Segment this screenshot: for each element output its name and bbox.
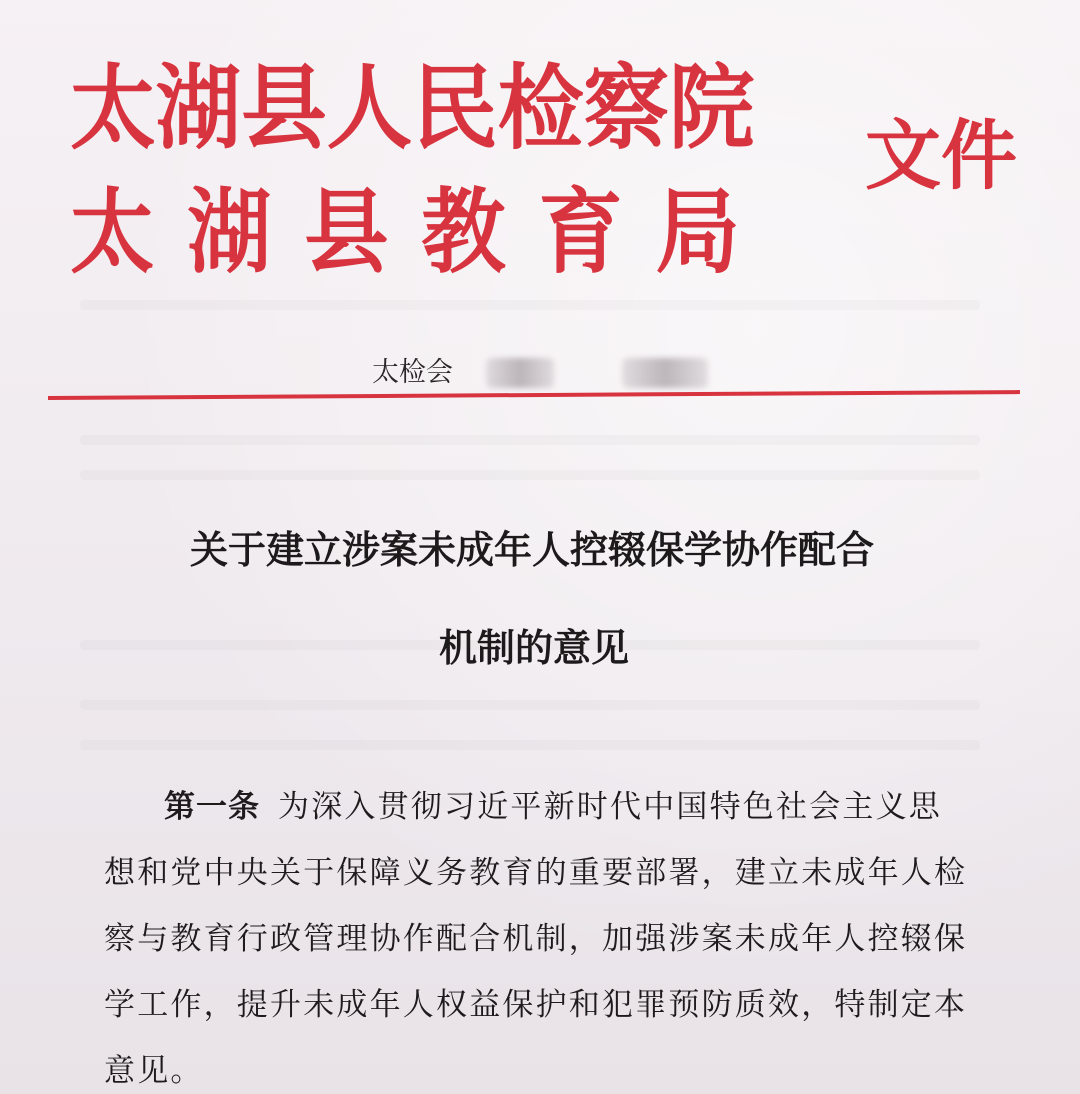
article-1-line: 察与教育行政管理协作配合机制，加强涉案未成年人控辍保 bbox=[104, 921, 968, 957]
article-1-line: 意见。 bbox=[104, 1053, 204, 1089]
bleed-through-line bbox=[80, 740, 980, 750]
issuer-line-procuratorate: 太湖县人民检察院 bbox=[70, 54, 755, 162]
masthead-red-rule bbox=[48, 390, 1020, 400]
article-1-line: 学工作，提升未成年人权益保护和犯罪预防质效，特制定本 bbox=[104, 987, 968, 1023]
bleed-through-line bbox=[80, 435, 980, 445]
article-1 bbox=[104, 774, 984, 1094]
article-label: 第一条 bbox=[164, 789, 260, 825]
redaction-blur bbox=[486, 358, 554, 388]
article-1-line: 想和党中央关于保障义务教育的重要部署，建立未成年人检 bbox=[104, 855, 968, 891]
article-1-text: 为深入贯彻习近平新时代中国特色社会主义思 bbox=[278, 789, 942, 825]
bleed-through-line bbox=[80, 470, 980, 480]
issuer-line-education-bureau: 太湖县教育局 bbox=[70, 178, 773, 286]
article-1-line bbox=[104, 774, 984, 840]
bleed-through-line bbox=[80, 700, 980, 710]
document-title-line-2: 机制的意见 bbox=[438, 625, 629, 670]
bleed-through-line bbox=[80, 300, 980, 310]
document-number: 太检会 bbox=[372, 357, 453, 388]
redaction-blur bbox=[622, 358, 708, 388]
document-title-line-1: 关于建立涉案未成年人控辍保学协作配合 bbox=[189, 527, 874, 572]
masthead-suffix: 文件 bbox=[865, 111, 1017, 200]
